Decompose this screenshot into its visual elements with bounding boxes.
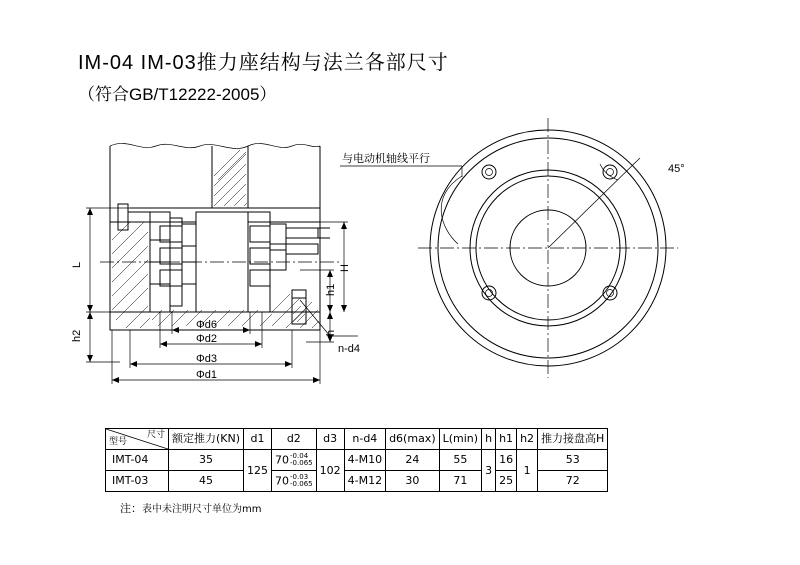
- cell-h: 3: [482, 450, 496, 492]
- cell-h1: 16: [496, 450, 517, 471]
- dim-h-label: h: [325, 329, 337, 336]
- col-h1: h1: [496, 429, 517, 450]
- col-h2: h2: [517, 429, 538, 450]
- cell-d2: [272, 471, 317, 492]
- phi-d6-label: Φd6: [196, 319, 218, 331]
- cell-model: IMT-04: [106, 450, 169, 471]
- dimension-table: [105, 428, 608, 492]
- cell-L: 55: [439, 450, 481, 471]
- cell-d6: 30: [386, 471, 440, 492]
- cell-d3: 102: [316, 450, 344, 492]
- dim-h2-label: h2: [71, 329, 83, 342]
- cell-h2: 1: [517, 450, 538, 492]
- cell-nd4: 4-M12: [344, 471, 385, 492]
- table-corner-cell: [106, 429, 169, 450]
- cell-H: 72: [538, 471, 608, 492]
- col-d6: d6(max): [386, 429, 440, 450]
- col-d1: d1: [244, 429, 272, 450]
- cell-thrust: 35: [169, 450, 244, 471]
- callout-motor-axis: [340, 151, 462, 244]
- n-d4-label: n-d4: [338, 343, 361, 355]
- page-title: IM-04 IM-03推力座结构与法兰各部尺寸: [78, 52, 449, 74]
- cell-d2-upper: -0.04: [290, 451, 309, 460]
- phi-d1-label: Φd1: [196, 369, 218, 381]
- cell-model: IMT-03: [106, 471, 169, 492]
- phi-d2-label: Φd2: [196, 333, 218, 345]
- col-L: L(min): [439, 429, 481, 450]
- dim-h1-label: h1: [325, 283, 337, 296]
- corner-row-label: 型号: [109, 436, 128, 447]
- col-H: 推力接盘高H: [538, 429, 608, 450]
- dim-H-label: H: [339, 264, 351, 272]
- angle-45-label: 45°: [668, 163, 685, 175]
- thrust-base-section-view: [100, 143, 340, 330]
- table-header-row: [106, 429, 608, 450]
- phi-d3-label: Φd3: [196, 353, 218, 365]
- cell-h1: 25: [496, 471, 517, 492]
- callout-motor-axis-label: 与电动机轴线平行: [342, 152, 430, 165]
- col-nd4: n-d4: [344, 429, 385, 450]
- flange-front-view: [418, 118, 685, 378]
- cell-H: 53: [538, 450, 608, 471]
- col-d3: d3: [316, 429, 344, 450]
- cell-thrust: 45: [169, 471, 244, 492]
- cell-d2-lower: -0.065: [290, 480, 313, 488]
- cell-d2-base: 70: [275, 453, 290, 466]
- corner-col-label: 尺寸: [146, 430, 165, 440]
- cell-nd4: 4-M10: [344, 450, 385, 471]
- page-subtitle: （符合GB/T12222-2005）: [78, 85, 277, 104]
- col-d2: d2: [272, 429, 317, 450]
- cell-d2-base: 70: [275, 474, 290, 487]
- col-h: h: [482, 429, 496, 450]
- note-prefix: 注：: [120, 502, 142, 515]
- note-text: 表中未注明尺寸单位为mm: [142, 504, 262, 515]
- cell-d2-lower: -0.065: [290, 459, 313, 467]
- cell-d6: 24: [386, 450, 440, 471]
- col-thrust: 额定推力(KN): [169, 429, 244, 450]
- dim-L-label: L: [71, 261, 83, 268]
- cell-L: 71: [439, 471, 481, 492]
- table-note: [120, 500, 261, 516]
- cell-d1: 125: [244, 450, 272, 492]
- cell-d2-upper: -0.03: [290, 472, 309, 481]
- table-row: [106, 450, 608, 471]
- cell-d2: [272, 450, 317, 471]
